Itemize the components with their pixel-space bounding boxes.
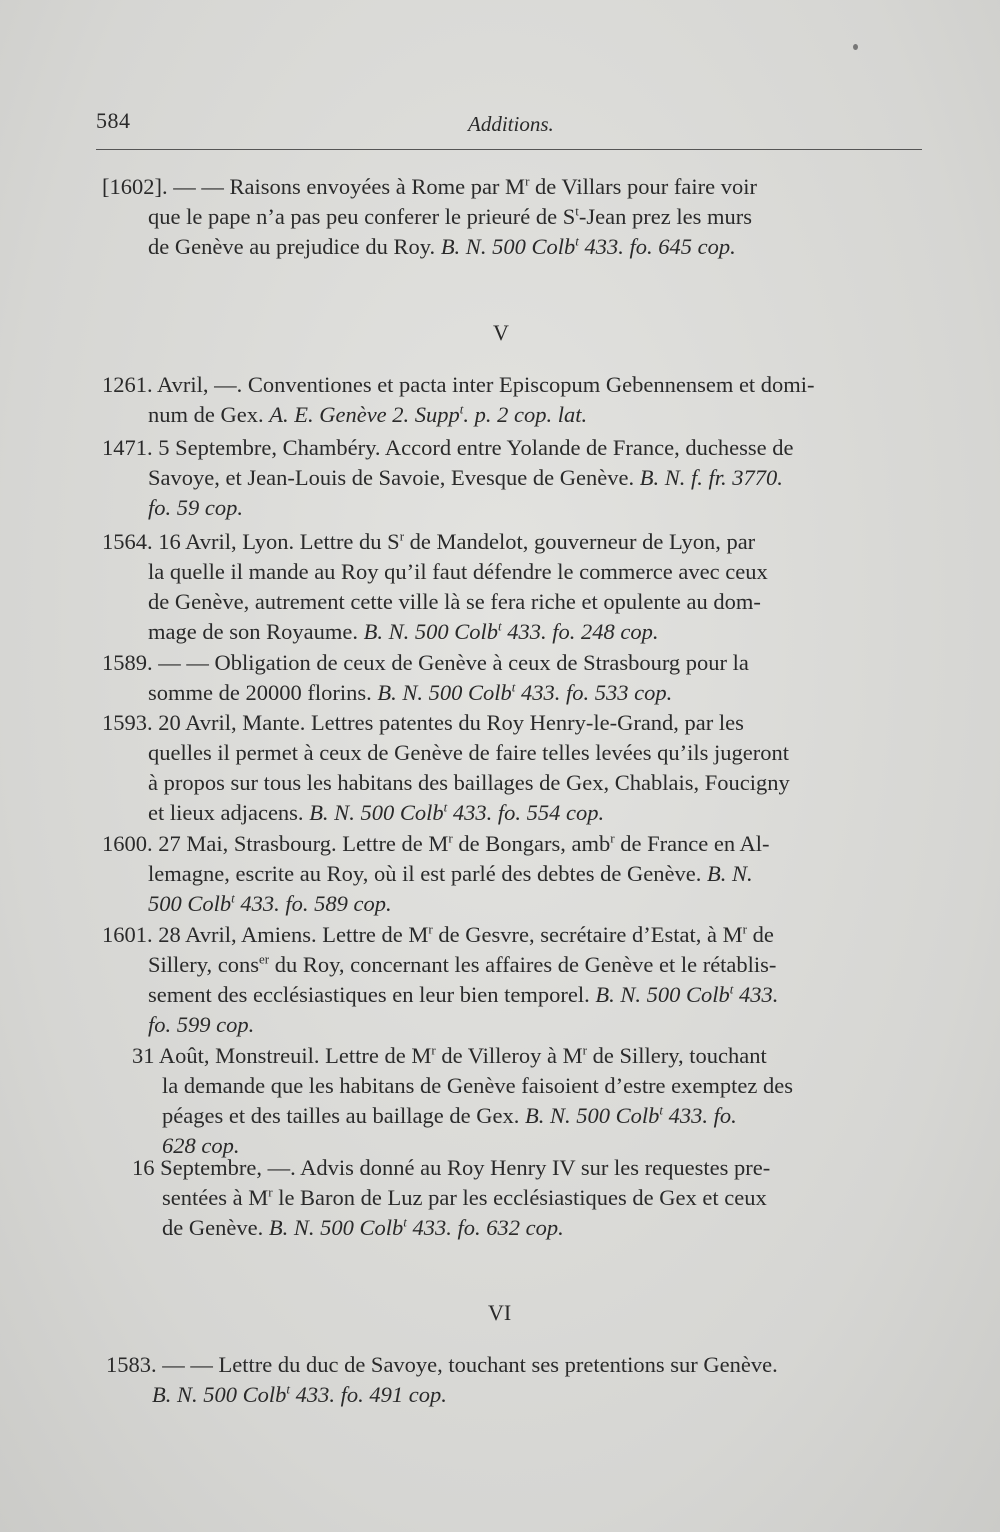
entry-text: 1471. 5 Septembre, Chambéry. Accord entre Yolande de France, duchesse de [102,435,794,460]
entry-text: la quelle il mande au Roy qu’il faut défendre le commerce avec ceux [148,559,768,584]
entry-text: le Baron de Luz par les ecclésiastiques de Gex et ceux [272,1185,767,1210]
entry-text: de France en Al- [614,831,770,856]
paper-speck [853,44,858,50]
section-heading-vi: VI [488,1300,512,1325]
source-reference: fo. 59 cop. [148,495,243,520]
entry-text: 1261. Avril, —. Conventiones et pacta inter Episcopum Gebennensem et domi- [102,372,815,397]
source-reference: B. N. 500 Colb$^t$ 433. fo. 645 cop. [440,233,736,259]
entry-1471 [102,433,928,523]
superscript: r [268,1184,273,1200]
entry-text: num de Gex. [148,402,270,427]
entry-text: du Roy, concernant les affaires de Genève et le rétablis- [269,952,777,977]
entry-text: -Jean prez les murs [578,204,752,229]
entry-text: 1583. — — Lettre du duc de Savoye, touchant ses pretentions sur Genève. [106,1352,778,1377]
entry-text: 1601. 28 Avril, Amiens. Lettre de M [102,922,429,947]
source-reference: B. N. 500 Colb$^t$ 433. fo. 554 cop. [309,799,605,825]
page-header [96,108,922,148]
entry-text: 1564. 16 Avril, Lyon. Lettre du S [102,529,400,554]
entry-1600 [102,829,928,919]
superscript: r [525,173,530,189]
entry-text: 31 Août, Monstreuil. Lettre de M [132,1043,432,1068]
source-reference: A. E. Genève 2. Supp$^t$. p. 2 cop. lat. [269,401,588,427]
source-reference: B. N. 500 Colb$^t$ 433. [595,981,779,1007]
entry-text: somme de 20000 florins. [148,680,378,705]
source-reference: B. N. 500 Colb$^t$ 433. fo. 533 cop. [377,679,673,705]
entry-1602 [102,172,928,262]
source-reference: B. N. 500 Colb$^t$ 433. fo. [524,1102,737,1128]
entry-1601-aout [132,1041,958,1161]
entry-text: de Villars pour faire voir [529,174,757,199]
source-reference: B. N. f. fr. 3770. [639,465,783,490]
entry-text: de Mandelot, gouverneur de Lyon, par [404,529,756,554]
entry-text: 1600. 27 Mai, Strasbourg. Lettre de M [102,831,449,856]
entry-text: Sillery, cons [148,952,260,977]
entry-text: que le pape n’a pas peu conferer le prieuré de S [148,204,576,229]
source-reference: B. N. 500 Colb$^t$ 433. fo. 632 cop. [268,1214,564,1240]
entry-text: 16 Septembre, —. Advis donné au Roy Henry IV sur les requestes pre- [132,1155,771,1180]
source-reference: 500 Colb$^t$ 433. fo. 589 cop. [148,890,392,916]
section-heading-v: V [493,320,509,345]
entry-text: lemagne, escrite au Roy, où il est parlé des debtes de Genève. [148,861,707,886]
source-reference: B. N. [706,861,753,886]
source-reference: B. N. 500 Colb$^t$ 433. fo. 248 cop. [363,618,659,644]
entry-1601-septembre [132,1153,958,1243]
running-head: Additions. [468,112,554,136]
entry-text: de [746,922,774,947]
superscript: er [259,951,270,967]
entry-text: sement des ecclésiastiques en leur bien temporel. [148,982,596,1007]
entry-text: [1602]. — — Raisons envoyées à Rome par M [102,174,526,199]
entry-text: la demande que les habitans de Genève faisoient d’estre exemptez des [162,1073,793,1098]
entry-text: sentées à M [162,1185,269,1210]
superscript: r [428,921,433,937]
entry-text: de Bongars, amb [452,831,611,856]
superscript: r [399,528,405,544]
source-reference: fo. 599 cop. [148,1012,255,1037]
entry-text: à propos sur tous les habitans des baillages de Gex, Chablais, Foucigny [148,770,790,795]
page-number: 584 [96,108,131,133]
superscript: r [742,921,747,937]
entry-text: de Genève, autrement cette ville là se fera riche et opulente au dom- [148,589,761,614]
entry-text: et lieux adjacens. [148,800,310,825]
entry-1261 [102,370,928,430]
entry-text: de Genève au prejudice du Roy. [148,234,436,259]
entry-text: mage de son Royaume. [148,619,364,644]
superscript: t [575,203,579,219]
entry-text: Savoye, et Jean-Louis de Savoie, Evesque de Genève. [148,465,640,490]
entry-text: de Genève. [162,1215,269,1240]
superscript: r [610,830,615,846]
entry-1589 [102,648,928,708]
entry-1583 [106,1350,932,1410]
entry-1564 [102,527,928,647]
entry-text: de Sillery, touchant [586,1043,767,1068]
entry-text: de Villeroy à M [435,1043,583,1068]
entry-text: quelles il permet à ceux de Genève de faire telles levées qu’ils jugeront [148,740,789,765]
entry-text: 1593. 20 Avril, Mante. Lettres patentes du Roy Henry-le-Grand, par les [102,710,744,735]
superscript: r [448,830,453,846]
entry-1593 [102,708,928,828]
entry-text: 1589. — — Obligation de ceux de Genève à ceux de Strasbourg pour la [102,650,749,675]
header-rule [96,149,922,150]
superscript: r [431,1042,436,1058]
superscript: r [582,1042,587,1058]
entry-text: de Gesvre, secrétaire d’Estat, à M [432,922,743,947]
source-reference: B. N. 500 Colb$^t$ 433. fo. 491 cop. [152,1381,447,1407]
entry-1601 [102,920,928,1040]
source-reference: 628 cop. [162,1133,240,1158]
entry-text: péages et des tailles au baillage de Gex. [162,1103,525,1128]
